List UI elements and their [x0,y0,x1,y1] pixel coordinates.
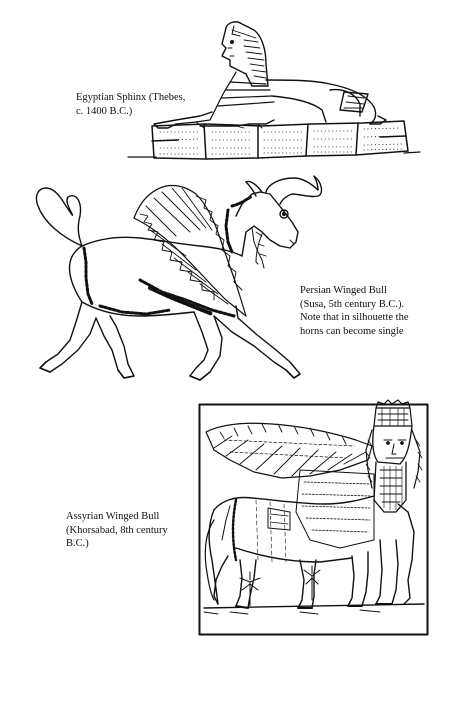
assyrian-legs [214,504,414,608]
sphinx-body [154,80,386,128]
sphinx-chest [176,72,274,124]
caption-persian-line4: horns can become single [300,325,404,337]
caption-sphinx-line2: c. 1400 B.C.) [76,105,133,117]
assyrian-chest-pattern [268,470,374,548]
caption-persian-line1: Persian Winged Bull [300,285,387,296]
sphinx-head [222,22,268,86]
caption-persian-line2: (Susa, 5th century B.C.). [300,298,405,310]
caption-persian-winged-bull [300,284,408,338]
assyrian-body [209,496,374,604]
caption-persian-line3: Note that in silhouette the [300,312,409,323]
persian-bull-trim [84,248,234,316]
sphinx-plinth [152,121,408,159]
caption-sphinx-line1: Egyptian Sphinx (Thebes, [76,92,186,103]
assyrian-palm-trees [240,566,320,606]
bull-tail [36,188,82,246]
caption-assyrian-line2: (Khorsabad, 8th century [66,524,168,536]
caption-assyrian-line1: Assyrian Winged Bull [66,511,160,522]
assyrian-winged-bull-drawing [200,400,428,635]
caption-assyrian-line3: B.C.) [66,538,89,549]
caption-egyptian-sphinx [76,91,185,118]
caption-assyrian-winged-bull [66,510,168,551]
persian-bull-head [226,176,321,268]
persian-winged-bull-drawing [36,176,321,380]
assyrian-wings [206,423,372,478]
